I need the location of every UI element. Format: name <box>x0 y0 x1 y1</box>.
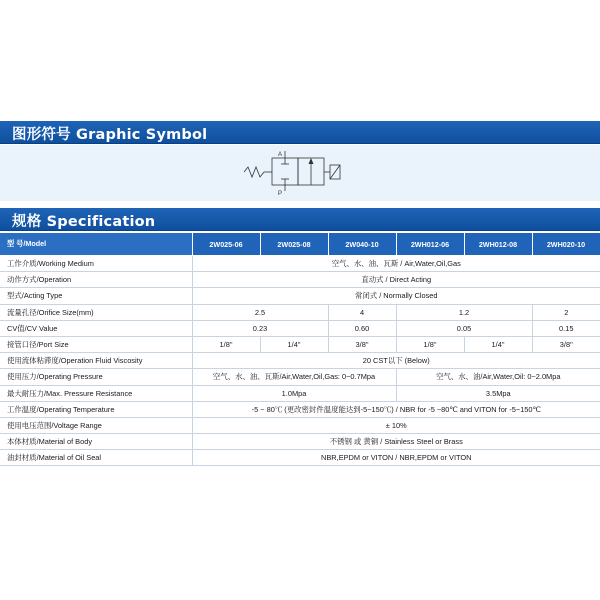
table-header-row <box>0 233 600 256</box>
model-header-label: 型 号/Model <box>0 233 192 256</box>
row-value-cell: 4 <box>328 304 396 320</box>
model-header-cell: 2WH012-06 <box>396 233 464 256</box>
row-value-cell: 1/4" <box>260 336 328 352</box>
graphic-symbol-header <box>0 121 600 143</box>
row-value-cell: 直动式 / Direct Acting <box>192 272 600 288</box>
specification-table <box>0 233 600 466</box>
row-label: 工作温度/Operating Temperature <box>0 401 192 417</box>
row-value-cell: 1.2 <box>396 304 532 320</box>
row-value-cell: 0.05 <box>396 320 532 336</box>
specification-title: 规格 Specification <box>12 214 156 230</box>
graphic-symbol-panel <box>0 145 600 201</box>
table-row <box>0 434 600 450</box>
table-row <box>0 272 600 288</box>
table-row <box>0 256 600 272</box>
model-header-cell: 2W025-06 <box>192 233 260 256</box>
row-value-cell: 0.15 <box>532 320 600 336</box>
row-label: 使用电压范围/Voltage Range <box>0 417 192 433</box>
model-header-cell: 2WH012-08 <box>464 233 532 256</box>
solenoid-valve-symbol-icon <box>242 147 354 197</box>
specification-header <box>0 208 600 230</box>
row-label: 使用流体粘滞度/Operation Fluid Viscosity <box>0 353 192 369</box>
row-value-cell: 1.0Mpa <box>192 385 396 401</box>
row-label: CV值/CV Value <box>0 320 192 336</box>
row-label: 本体材质/Material of Body <box>0 434 192 450</box>
table-row <box>0 336 600 352</box>
row-label: 工作介质/Working Medium <box>0 256 192 272</box>
row-label: 动作方式/Operation <box>0 272 192 288</box>
port-a-label: A <box>278 152 283 158</box>
row-value-cell: 2 <box>532 304 600 320</box>
row-label: 油封材质/Material of Oil Seal <box>0 450 192 466</box>
row-value-cell: 20 CST以下 (Below) <box>192 353 600 369</box>
graphic-symbol-title: 图形符号 Graphic Symbol <box>12 127 208 143</box>
model-header-cell: 2WH020-10 <box>532 233 600 256</box>
row-value-cell: 1/8" <box>396 336 464 352</box>
table-row <box>0 353 600 369</box>
model-header-cell: 2W025-08 <box>260 233 328 256</box>
table-row <box>0 417 600 433</box>
table-row <box>0 369 600 385</box>
row-value-cell: 2.5 <box>192 304 328 320</box>
table-row <box>0 401 600 417</box>
port-p-label: P <box>278 191 283 197</box>
row-value-cell: 0.23 <box>192 320 328 336</box>
row-value-cell: 空气、水、油/Air,Water,Oil: 0~2.0Mpa <box>396 369 600 385</box>
row-value-cell: 0.60 <box>328 320 396 336</box>
row-value-cell: 空气、水、油、瓦斯/Air,Water,Oil,Gas: 0~0.7Mpa <box>192 369 396 385</box>
row-value-cell: 1/8" <box>192 336 260 352</box>
row-value-cell: 常闭式 / Normally Closed <box>192 288 600 304</box>
model-header-cell: 2W040-10 <box>328 233 396 256</box>
table-row <box>0 288 600 304</box>
row-value-cell: ± 10% <box>192 417 600 433</box>
row-value-cell: 空气、水、油、瓦斯 / Air,Water,Oil,Gas <box>192 256 600 272</box>
table-row <box>0 320 600 336</box>
row-label: 型式/Acting Type <box>0 288 192 304</box>
table-row <box>0 385 600 401</box>
row-label: 流量孔径/Orifice Size(mm) <box>0 304 192 320</box>
row-value-cell: 3.5Mpa <box>396 385 600 401</box>
row-value-cell: 3/8" <box>328 336 396 352</box>
row-value-cell: NBR,EPDM or VITON / NBR,EPDM or VITON <box>192 450 600 466</box>
table-row <box>0 450 600 466</box>
row-value-cell: 3/8" <box>532 336 600 352</box>
table-row <box>0 304 600 320</box>
row-label: 接管口径/Port Size <box>0 336 192 352</box>
row-label: 使用压力/Operating Pressure <box>0 369 192 385</box>
row-value-cell: -5 ~ 80℃ (更改密封件温度能达到-5~150℃) / NBR for -5 ~80℃ and VITON for -5~150℃ <box>192 401 600 417</box>
row-value-cell: 1/4" <box>464 336 532 352</box>
row-value-cell: 不锈钢 或 黄铜 / Stainless Steel or Brass <box>192 434 600 450</box>
row-label: 最大耐压力/Max. Pressure Resistance <box>0 385 192 401</box>
